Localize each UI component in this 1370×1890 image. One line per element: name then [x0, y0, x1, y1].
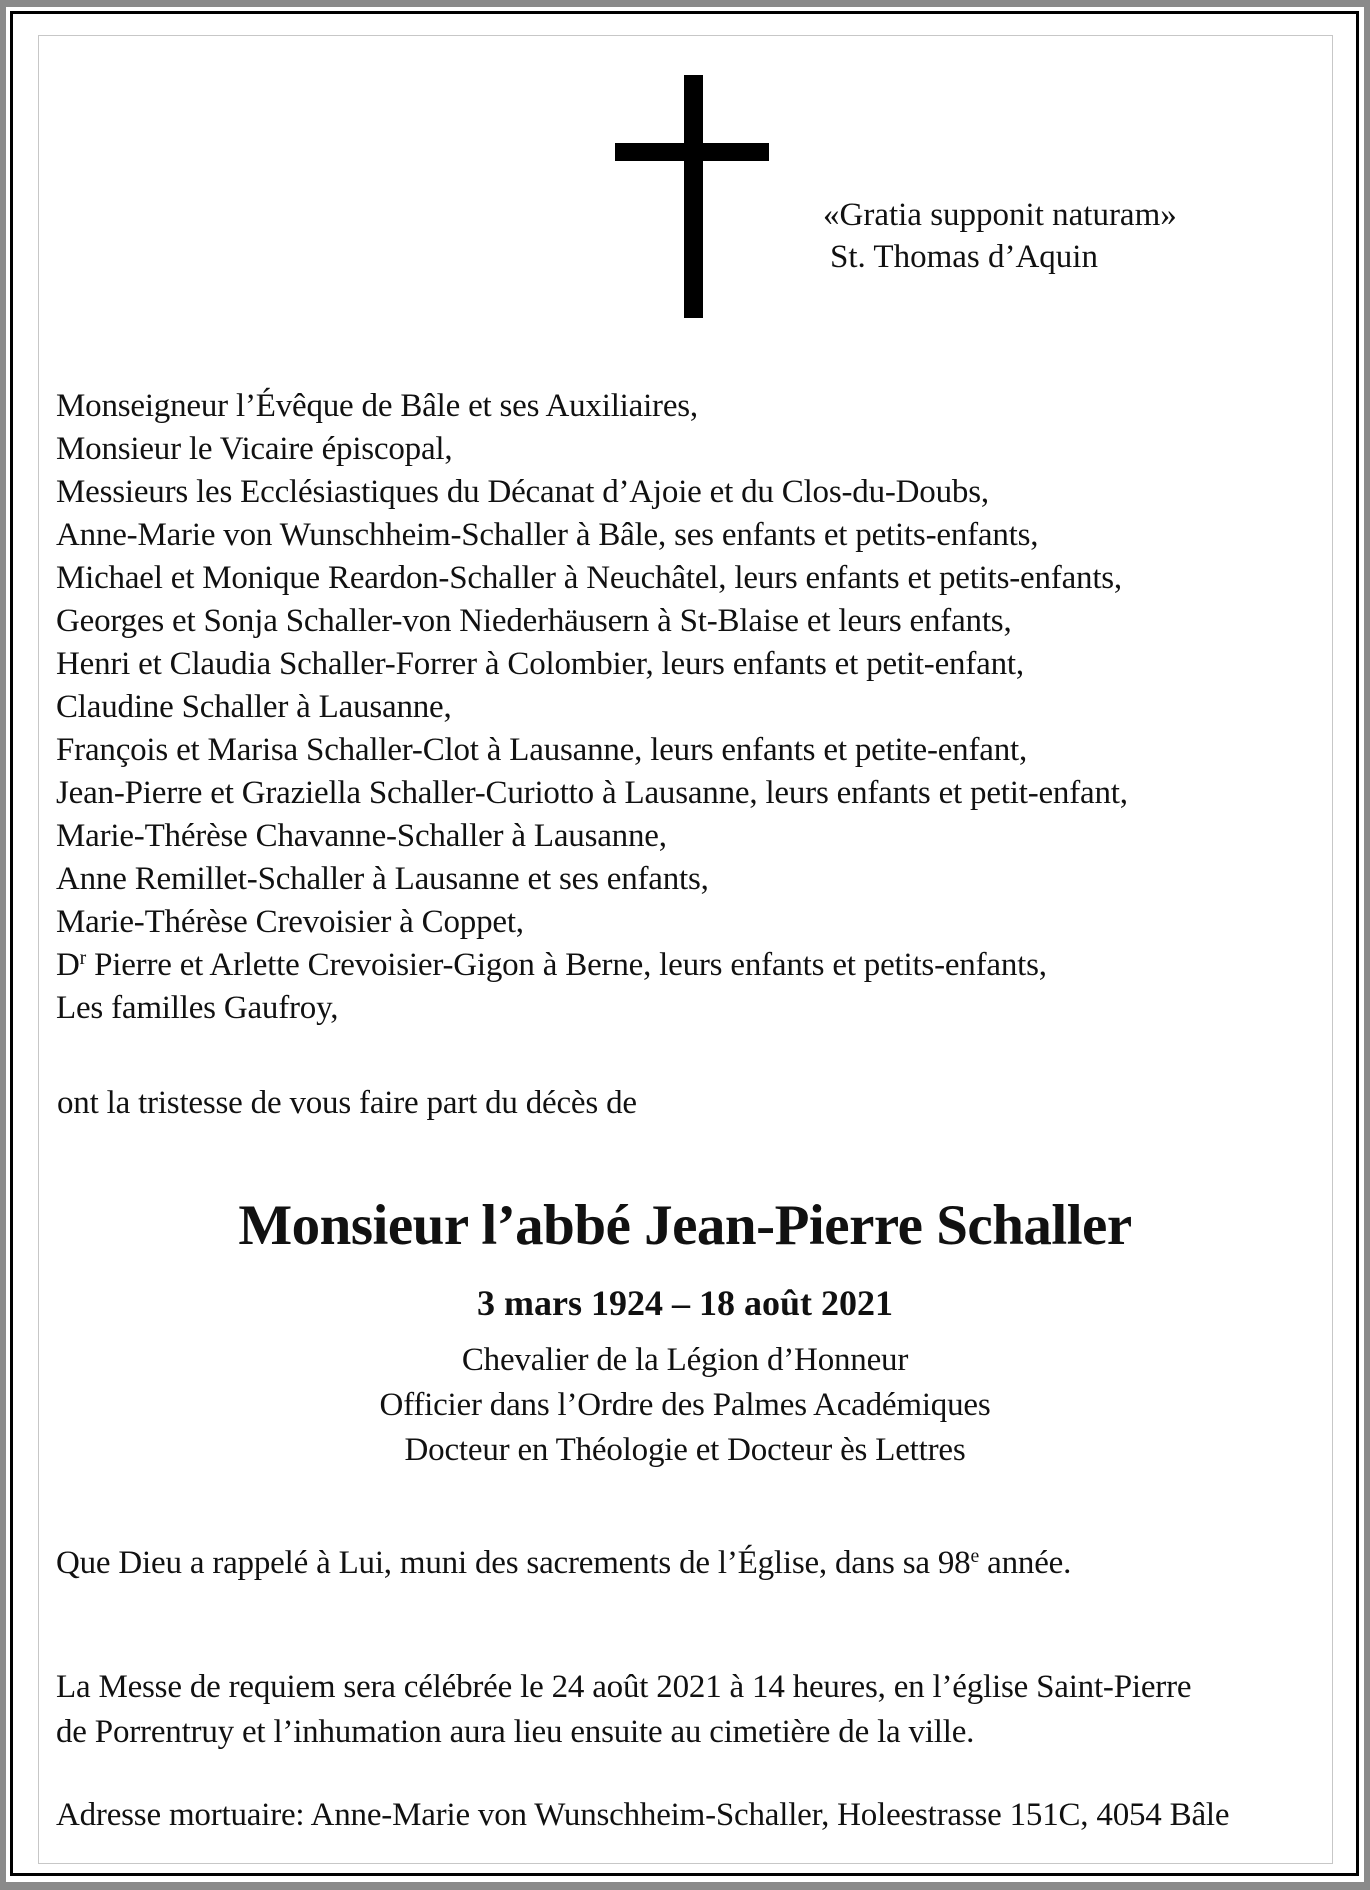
cross-vertical-bar	[684, 75, 703, 318]
honor-line: Officier dans l’Ordre des Palmes Académiques	[379, 1387, 991, 1423]
mourner-line: Messieurs les Ecclésiastiques du Décanat d’Ajoie et du Clos-du-Doubs,	[56, 474, 989, 510]
mourner-line: Jean-Pierre et Graziella Schaller-Curiotto à Lausanne, leurs enfants et petit-enfant,	[56, 775, 1128, 811]
honor-line: Docteur en Théologie et Docteur ès Lettres	[404, 1432, 966, 1468]
life-dates: 3 mars 1924 – 18 août 2021	[477, 1283, 893, 1323]
mourner-line: Anne Remillet-Schaller à Lausanne et ses enfants,	[56, 861, 709, 897]
mourner-line: Marie-Thérèse Chavanne-Schaller à Lausanne,	[56, 818, 667, 854]
superscript-e: e	[970, 1545, 980, 1568]
mourner-line: Monsieur le Vicaire épiscopal,	[56, 431, 453, 467]
cross-horizontal-bar	[615, 143, 769, 161]
mourners-list	[56, 385, 1128, 1030]
honor-line: Chevalier de la Légion d’Honneur	[461, 1342, 909, 1378]
mourner-line: Marie-Thérèse Crevoisier à Coppet,	[56, 904, 524, 940]
epigraph	[823, 194, 1177, 278]
mourner-line: Anne-Marie von Wunschheim-Schaller à Bâle, ses enfants et petits-enfants,	[56, 517, 1039, 553]
passing-text-end: année.	[979, 1545, 1072, 1581]
funeral-line-1: La Messe de requiem sera célébrée le 24 août 2021 à 14 heures, en l’église Saint-Pierre	[56, 1669, 1192, 1705]
announcement-line: ont la tristesse de vous faire part du décès de	[57, 1085, 637, 1121]
honors-list	[40, 1338, 1330, 1473]
mourner-line: Claudine Schaller à Lausanne,	[56, 689, 452, 725]
mortuary-address: Adresse mortuaire: Anne-Marie von Wunschheim-Schaller, Holeestrasse 151C, 4054 Bâle	[56, 1797, 1230, 1833]
deceased-name: Monsieur l’abbé Jean-Pierre Schaller	[238, 1194, 1132, 1257]
mourner-line: François et Marisa Schaller-Clot à Lausanne, leurs enfants et petite-enfant,	[56, 732, 1028, 768]
mourner-line: Henri et Claudia Schaller-Forrer à Colombier, leurs enfants et petit-enfant,	[56, 646, 1024, 682]
mourner-line	[56, 944, 1128, 987]
mourner-line: Monseigneur l’Évêque de Bâle et ses Auxiliaires,	[56, 388, 698, 424]
mourner-line-rest: Pierre et Arlette Crevoisier-Gigon à Berne, leurs enfants et petits-enfants,	[86, 947, 1047, 983]
mourner-line: Les familles Gaufroy,	[56, 990, 339, 1026]
superscript-r: r	[79, 947, 87, 970]
mourner-line: Georges et Sonja Schaller-von Niederhäusern à St-Blaise et leurs enfants,	[56, 603, 1012, 639]
passing-paragraph	[56, 1545, 1071, 1582]
funeral-line-2: de Porrentruy et l’inhumation aura lieu ensuite au cimetière de la ville.	[56, 1714, 975, 1750]
mourner-line: Michael et Monique Reardon-Schaller à Neuchâtel, leurs enfants et petits-enfants,	[56, 560, 1122, 596]
doctor-abbrev: D	[56, 947, 80, 983]
passing-text: Que Dieu a rappelé à Lui, muni des sacrements de l’Église, dans sa 98	[56, 1545, 971, 1581]
funeral-details	[56, 1665, 1191, 1755]
epigraph-quote: «Gratia supponit naturam»	[823, 197, 1177, 233]
epigraph-attribution: St. Thomas d’Aquin	[830, 239, 1098, 275]
